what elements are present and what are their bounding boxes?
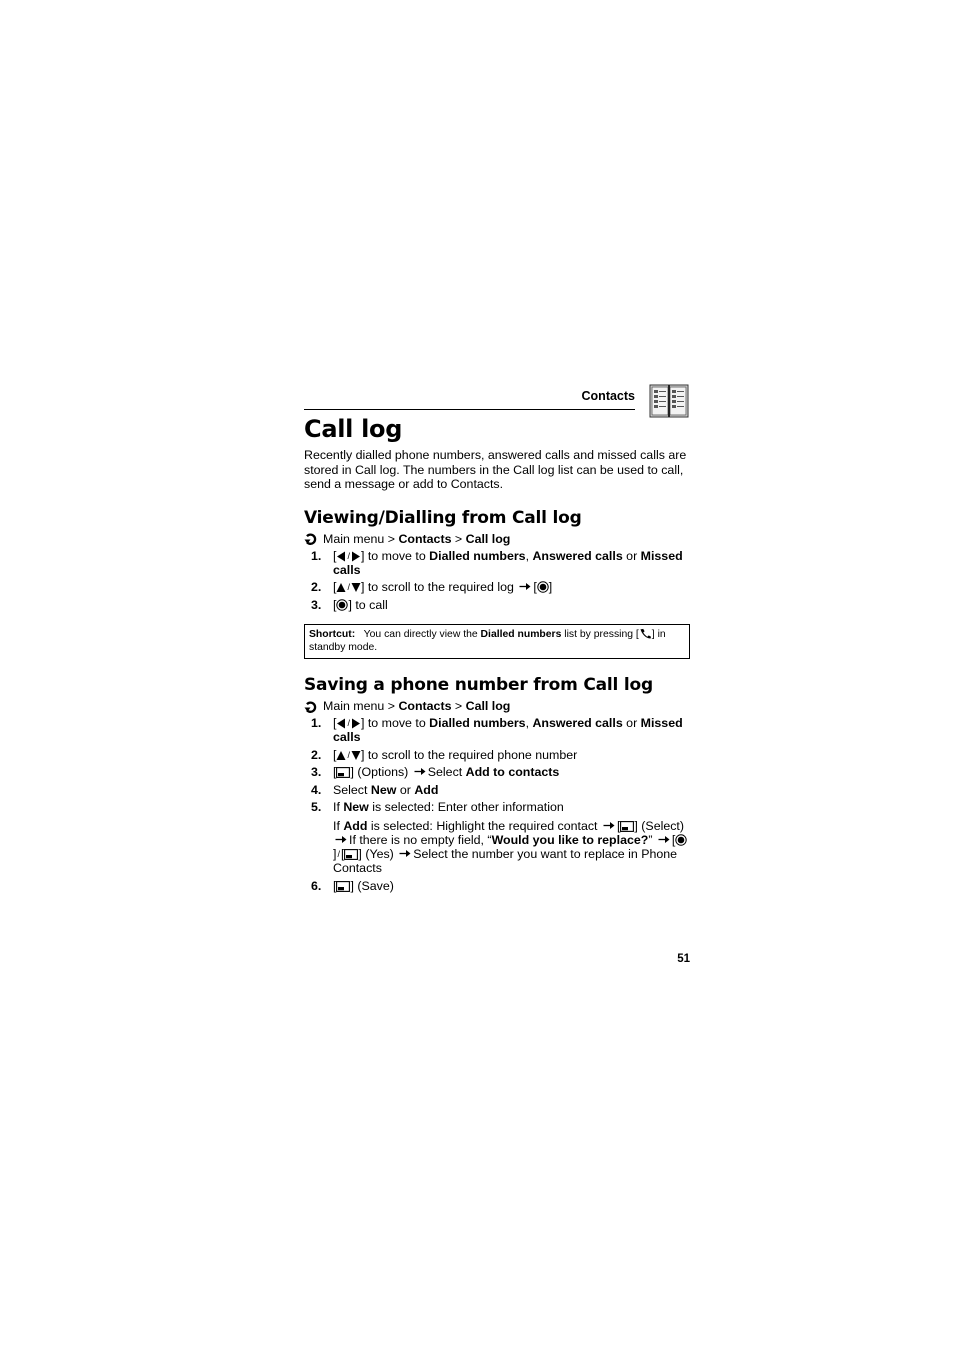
step-text: Select the number you want to replace in Phone Contacts — [333, 847, 678, 876]
manual-page — [304, 384, 690, 896]
step — [304, 800, 690, 875]
right-key-icon — [351, 551, 361, 562]
soft-key-icon — [344, 849, 358, 860]
path-call-log: Call log — [465, 531, 511, 546]
step-text: Select — [333, 782, 368, 797]
section-heading-viewing: Viewing/Dialling from Call log — [304, 507, 582, 528]
page-header — [304, 384, 690, 411]
step-text: or — [399, 782, 411, 797]
step-bold: Dialled numbers — [429, 548, 526, 563]
up-key-icon — [336, 750, 346, 761]
step-text: If — [333, 818, 340, 833]
step: 3. [ ] to call — [311, 597, 388, 612]
then-arrow-icon — [603, 821, 615, 830]
step-text: (Options) — [357, 765, 409, 780]
soft-key-icon — [336, 881, 350, 892]
step: 3. [ ] (Options) Select Add to contacts — [311, 765, 560, 780]
up-key-icon — [336, 582, 346, 593]
header-rule — [304, 409, 635, 410]
step-text: to call — [355, 597, 388, 612]
center-key-icon — [336, 599, 348, 611]
center-key-icon — [675, 834, 687, 846]
step-bold: Would you like to replace? — [491, 832, 649, 847]
step-bold: New — [343, 800, 369, 815]
header-title: Contacts — [581, 389, 635, 403]
step-text: is selected: Enter other information — [372, 800, 564, 815]
shortcut-label: Shortcut: — [309, 629, 356, 641]
step-text: Select — [427, 765, 463, 780]
step-number: 4. — [311, 782, 322, 797]
step-bold: Missed calls — [333, 716, 683, 745]
step: 2. [ / ] to scroll to the required log [ ] — [311, 580, 553, 595]
step-text: to move to — [367, 716, 426, 731]
step-text: or — [626, 716, 638, 731]
step-bold: Add to contacts — [465, 765, 560, 780]
left-key-icon — [336, 551, 346, 562]
then-arrow-icon — [658, 835, 670, 844]
soft-key-icon — [336, 767, 350, 778]
step-number: 2. — [311, 580, 322, 595]
steps-list-saving — [304, 716, 690, 893]
step-number: 3. — [311, 597, 322, 612]
shortcut-text: in standby mode. — [309, 629, 666, 654]
steps-list-viewing — [304, 549, 690, 612]
step-text: , — [525, 548, 530, 563]
shortcut-text: list by pressing [ — [564, 629, 639, 641]
section-heading-saving: Saving a phone number from Call log — [304, 675, 653, 696]
shortcut-bold: Dialled numbers — [480, 629, 562, 641]
step-text: (Select) — [641, 818, 684, 833]
step-text: ” — [648, 832, 653, 847]
center-key-icon — [537, 581, 549, 593]
step-number: 2. — [311, 747, 322, 762]
step-number: 3. — [311, 765, 322, 780]
step-text: to scroll to the required log — [367, 580, 514, 595]
path-sep: > — [454, 699, 463, 714]
step-number: 5. — [311, 800, 322, 815]
step-bold: Dialled numbers — [429, 716, 526, 731]
step-text: is selected: Highlight the required contact — [370, 818, 598, 833]
then-arrow-icon — [399, 849, 411, 858]
step-text: , — [525, 716, 530, 731]
send-key-icon — [639, 628, 652, 639]
page-title: Call log — [304, 415, 403, 443]
down-key-icon — [351, 750, 361, 761]
step: 6. [ ] (Save) — [311, 878, 394, 893]
path-call-log: Call log — [465, 699, 511, 714]
step-text: or — [626, 548, 638, 563]
step — [304, 783, 690, 797]
path-sep: > — [454, 531, 463, 546]
step-number: 1. — [311, 716, 322, 731]
step: 2. [ / ] to scroll to the required phone number — [311, 747, 578, 762]
step-text: If there is no empty field, “ — [349, 832, 492, 847]
shortcut-text: You can directly view the — [363, 629, 478, 641]
step-bold: New — [370, 782, 397, 797]
intro-paragraph: Recently dialled phone numbers, answered calls and missed calls are stored in Call log. The numbers in the Call log list can be used to call, send a message or add to Contacts. — [304, 448, 687, 492]
menu-path-arrow-icon — [304, 700, 319, 714]
menu-path-arrow-icon — [304, 532, 319, 546]
path-contacts: Contacts — [398, 699, 452, 714]
step-bold: Answered calls — [532, 716, 623, 731]
step-text: to scroll to the required phone number — [367, 747, 578, 762]
menu-path — [304, 532, 690, 547]
path-main: Main menu — [323, 531, 385, 546]
step-bold: Add — [414, 782, 439, 797]
step-number: 1. — [311, 548, 322, 563]
page-number: 51 — [677, 953, 690, 965]
step-bold: Answered calls — [532, 548, 623, 563]
path-main: Main menu — [323, 699, 385, 714]
step: 1. [ / ] to move to Dialled numbers, Answered calls or Missed calls — [311, 716, 683, 745]
step-sub-paragraph: If Add is selected: Highlight the required contact [ ] (Select) If there is no empty field, “Would you like to replace?” []/[ ] (Yes) Select the number you want to replace in Phone Contacts — [333, 819, 690, 876]
step-bold: Add — [343, 818, 368, 833]
step: 1. [ / ] to move to Dialled numbers, Answered calls or Missed calls — [311, 548, 683, 577]
path-sep: > — [387, 699, 395, 714]
step-text: If — [333, 800, 340, 815]
then-arrow-icon — [519, 582, 531, 591]
right-key-icon — [351, 718, 361, 729]
menu-path — [304, 699, 690, 714]
shortcut-text: ] — [651, 629, 655, 641]
step-text: (Save) — [357, 878, 394, 893]
path-sep: > — [387, 531, 395, 546]
contacts-book-icon — [649, 384, 689, 418]
step-bold: Missed calls — [333, 548, 683, 577]
then-arrow-icon — [335, 835, 347, 844]
soft-key-icon — [620, 821, 634, 832]
shortcut-box — [304, 624, 690, 659]
path-contacts: Contacts — [398, 531, 452, 546]
step-number: 6. — [311, 878, 322, 893]
step-text: to move to — [367, 548, 426, 563]
down-key-icon — [351, 582, 361, 593]
left-key-icon — [336, 718, 346, 729]
then-arrow-icon — [414, 767, 426, 776]
step-text: (Yes) — [365, 847, 394, 861]
